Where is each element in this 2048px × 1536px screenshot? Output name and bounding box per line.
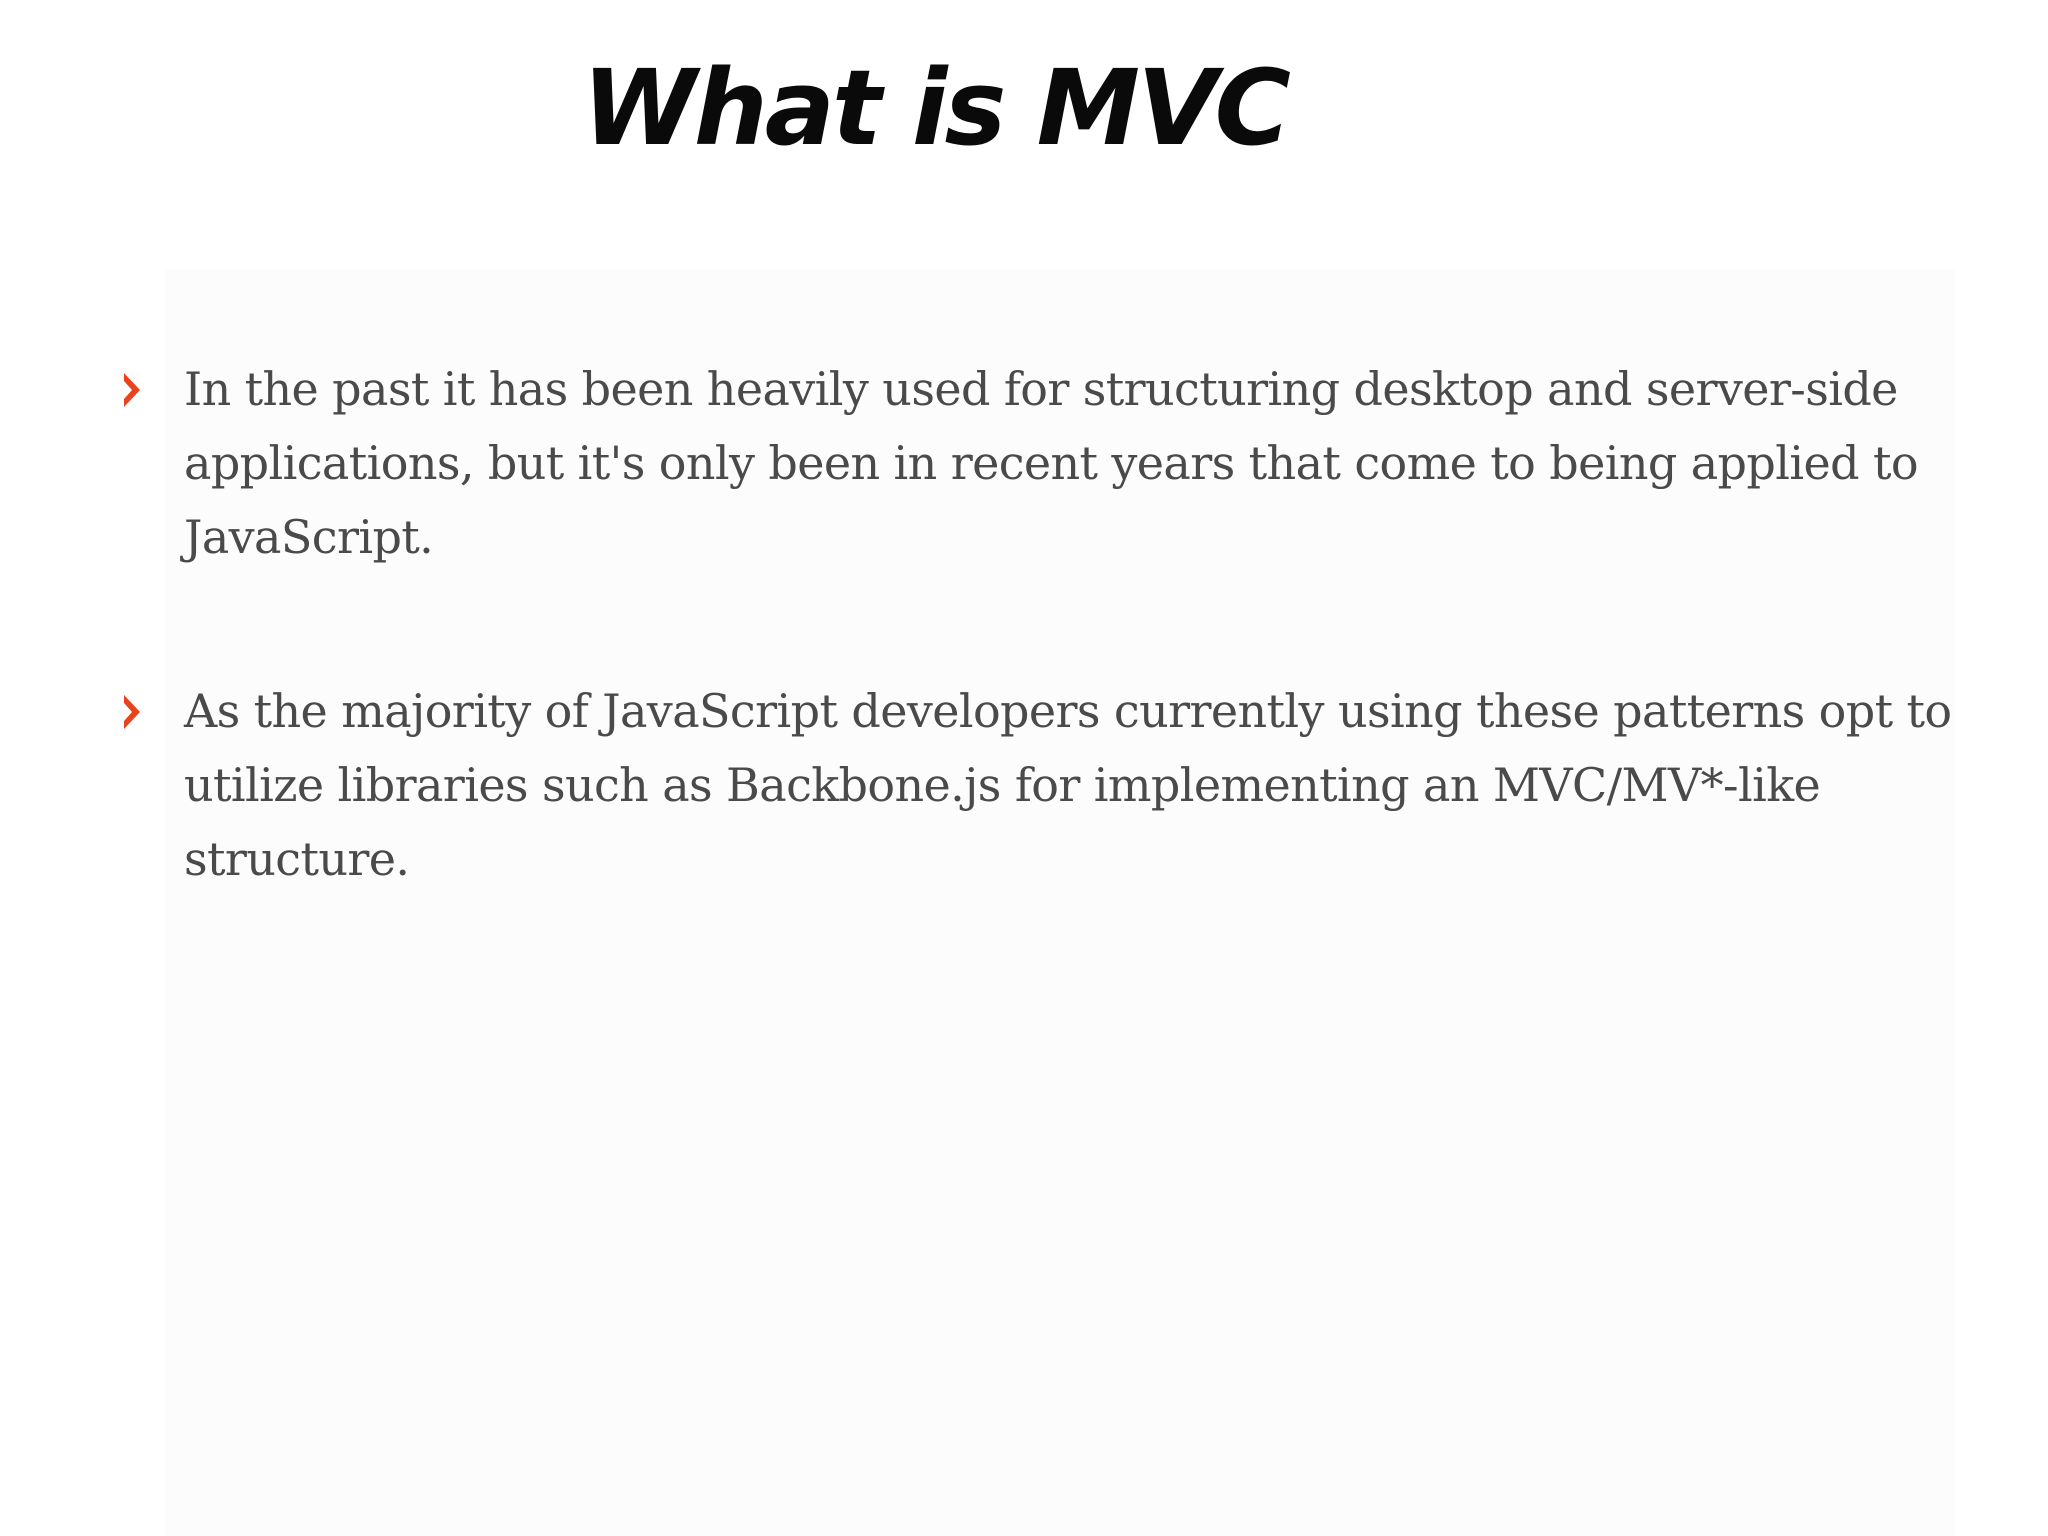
slide-title: What is MVC — [582, 47, 1288, 169]
bullet-text: In the past it has been heavily used for structuring desktop and server-side applications, but it's only been in recent years that come to being applied to JavaScript. — [184, 362, 1918, 564]
chevron-right-icon — [120, 370, 144, 410]
chevron-right-icon — [120, 692, 144, 732]
bullet-item — [112, 352, 1972, 574]
bullet-item — [112, 674, 1972, 896]
bullet-list — [112, 352, 1972, 996]
bullet-text: As the majority of JavaScript developers currently using these patterns opt to utilize libraries such as Backbone.js for implementing an MVC/MV*-like structure. — [184, 684, 1952, 886]
